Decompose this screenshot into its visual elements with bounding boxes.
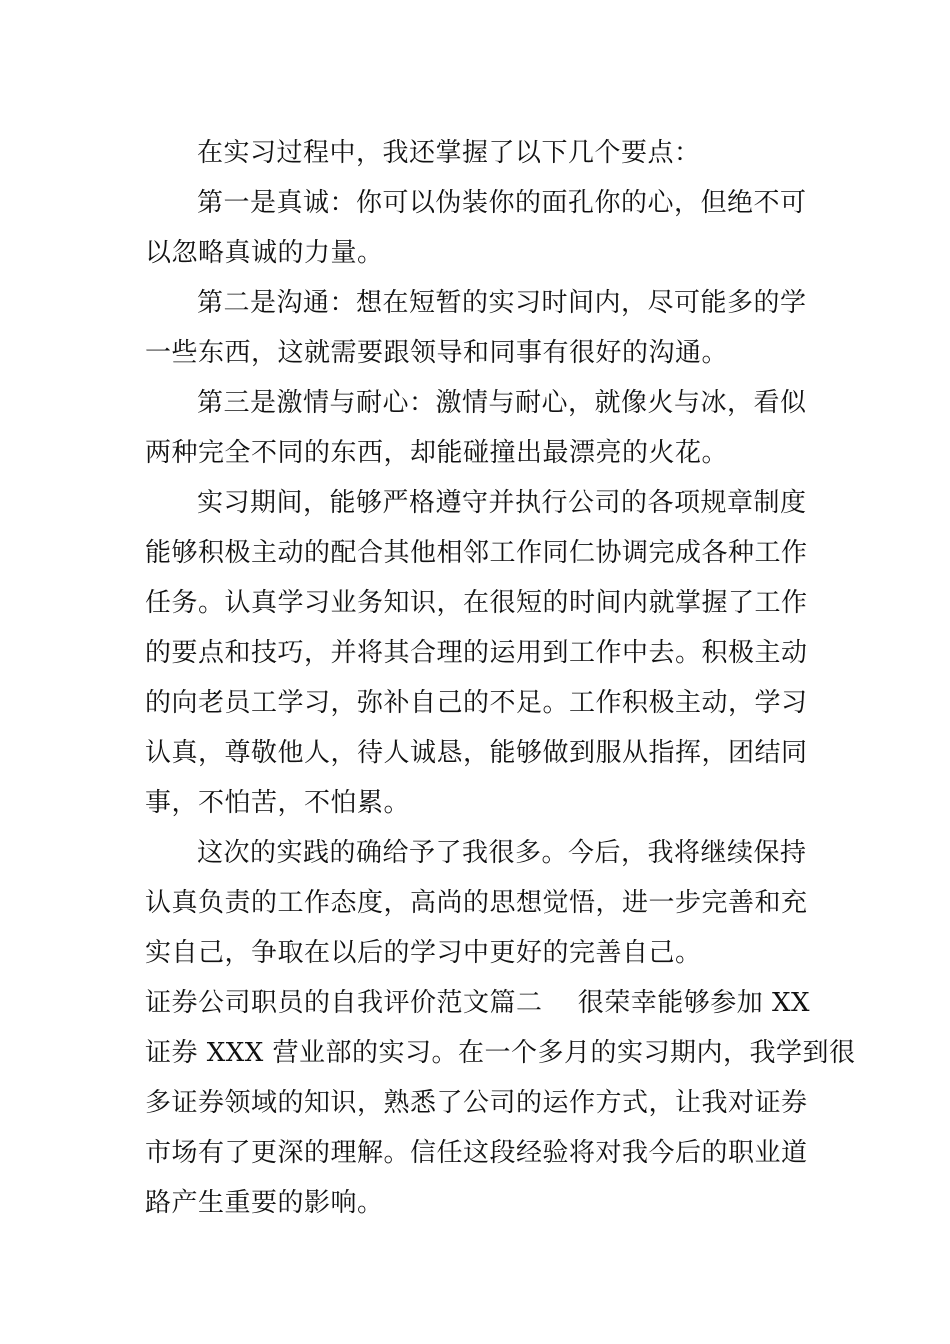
paragraph-line: 第二是沟通：想在短暂的实习时间内，尽可能多的学 (197, 288, 807, 318)
paragraph-line: 认真，尊敬他人，待人诚恳，能够做到服从指挥，团结同 (145, 738, 808, 768)
paragraph-line: 能够积极主动的配合其他相邻工作同仁协调完成各种工作 (145, 538, 808, 568)
section-line: 多证券领域的知识，熟悉了公司的运作方式，让我对证券 (145, 1088, 808, 1118)
paragraph-line: 一些东西，这就需要跟领导和同事有很好的沟通。 (145, 338, 729, 368)
section-heading-line (145, 978, 810, 1028)
paragraph-line: 第三是激情与耐心：激情与耐心，就像火与冰，看似 (197, 388, 807, 418)
paragraph-line: 在实习过程中，我还掌握了以下几个要点： (197, 138, 701, 168)
paragraph-line: 实习期间，能够严格遵守并执行公司的各项规章制度 (197, 488, 807, 518)
document-body (145, 128, 856, 1228)
paragraph-line: 这次的实践的确给予了我很多。今后，我将继续保持 (197, 838, 807, 868)
section-heading: 证券公司职员的自我评价范文篇二 (145, 988, 543, 1018)
paragraph-line: 实自己，争取在以后的学习中更好的完善自己。 (145, 938, 702, 968)
section-line: 路产生重要的影响。 (145, 1188, 384, 1218)
paragraph-line: 认真负责的工作态度，高尚的思想觉悟，进一步完善和充 (145, 888, 808, 918)
paragraph-line: 两种完全不同的东西，却能碰撞出最漂亮的火花。 (145, 438, 729, 468)
paragraph-line: 任务。认真学习业务知识，在很短的时间内就掌握了工作 (145, 588, 808, 618)
paragraph-line: 的要点和技巧，并将其合理的运用到工作中去。积极主动 (145, 638, 808, 668)
paragraph-line: 的向老员工学习，弥补自己的不足。工作积极主动，学习 (145, 688, 808, 718)
paragraph-line: 第一是真诚：你可以伪装你的面孔你的心，但绝不可 (197, 188, 807, 218)
section-first-line-rest: 很荣幸能够参加 XX (577, 988, 810, 1018)
paragraph-line: 以忽略真诚的力量。 (145, 238, 384, 268)
paragraph-line: 事，不怕苦，不怕累。 (145, 788, 411, 818)
section-line: 市场有了更深的理解。信任这段经验将对我今后的职业道 (145, 1138, 808, 1168)
heading-gap (543, 978, 578, 1028)
section-line: 证券 XXX 营业部的实习。在一个多月的实习期内，我学到很 (145, 1038, 856, 1068)
